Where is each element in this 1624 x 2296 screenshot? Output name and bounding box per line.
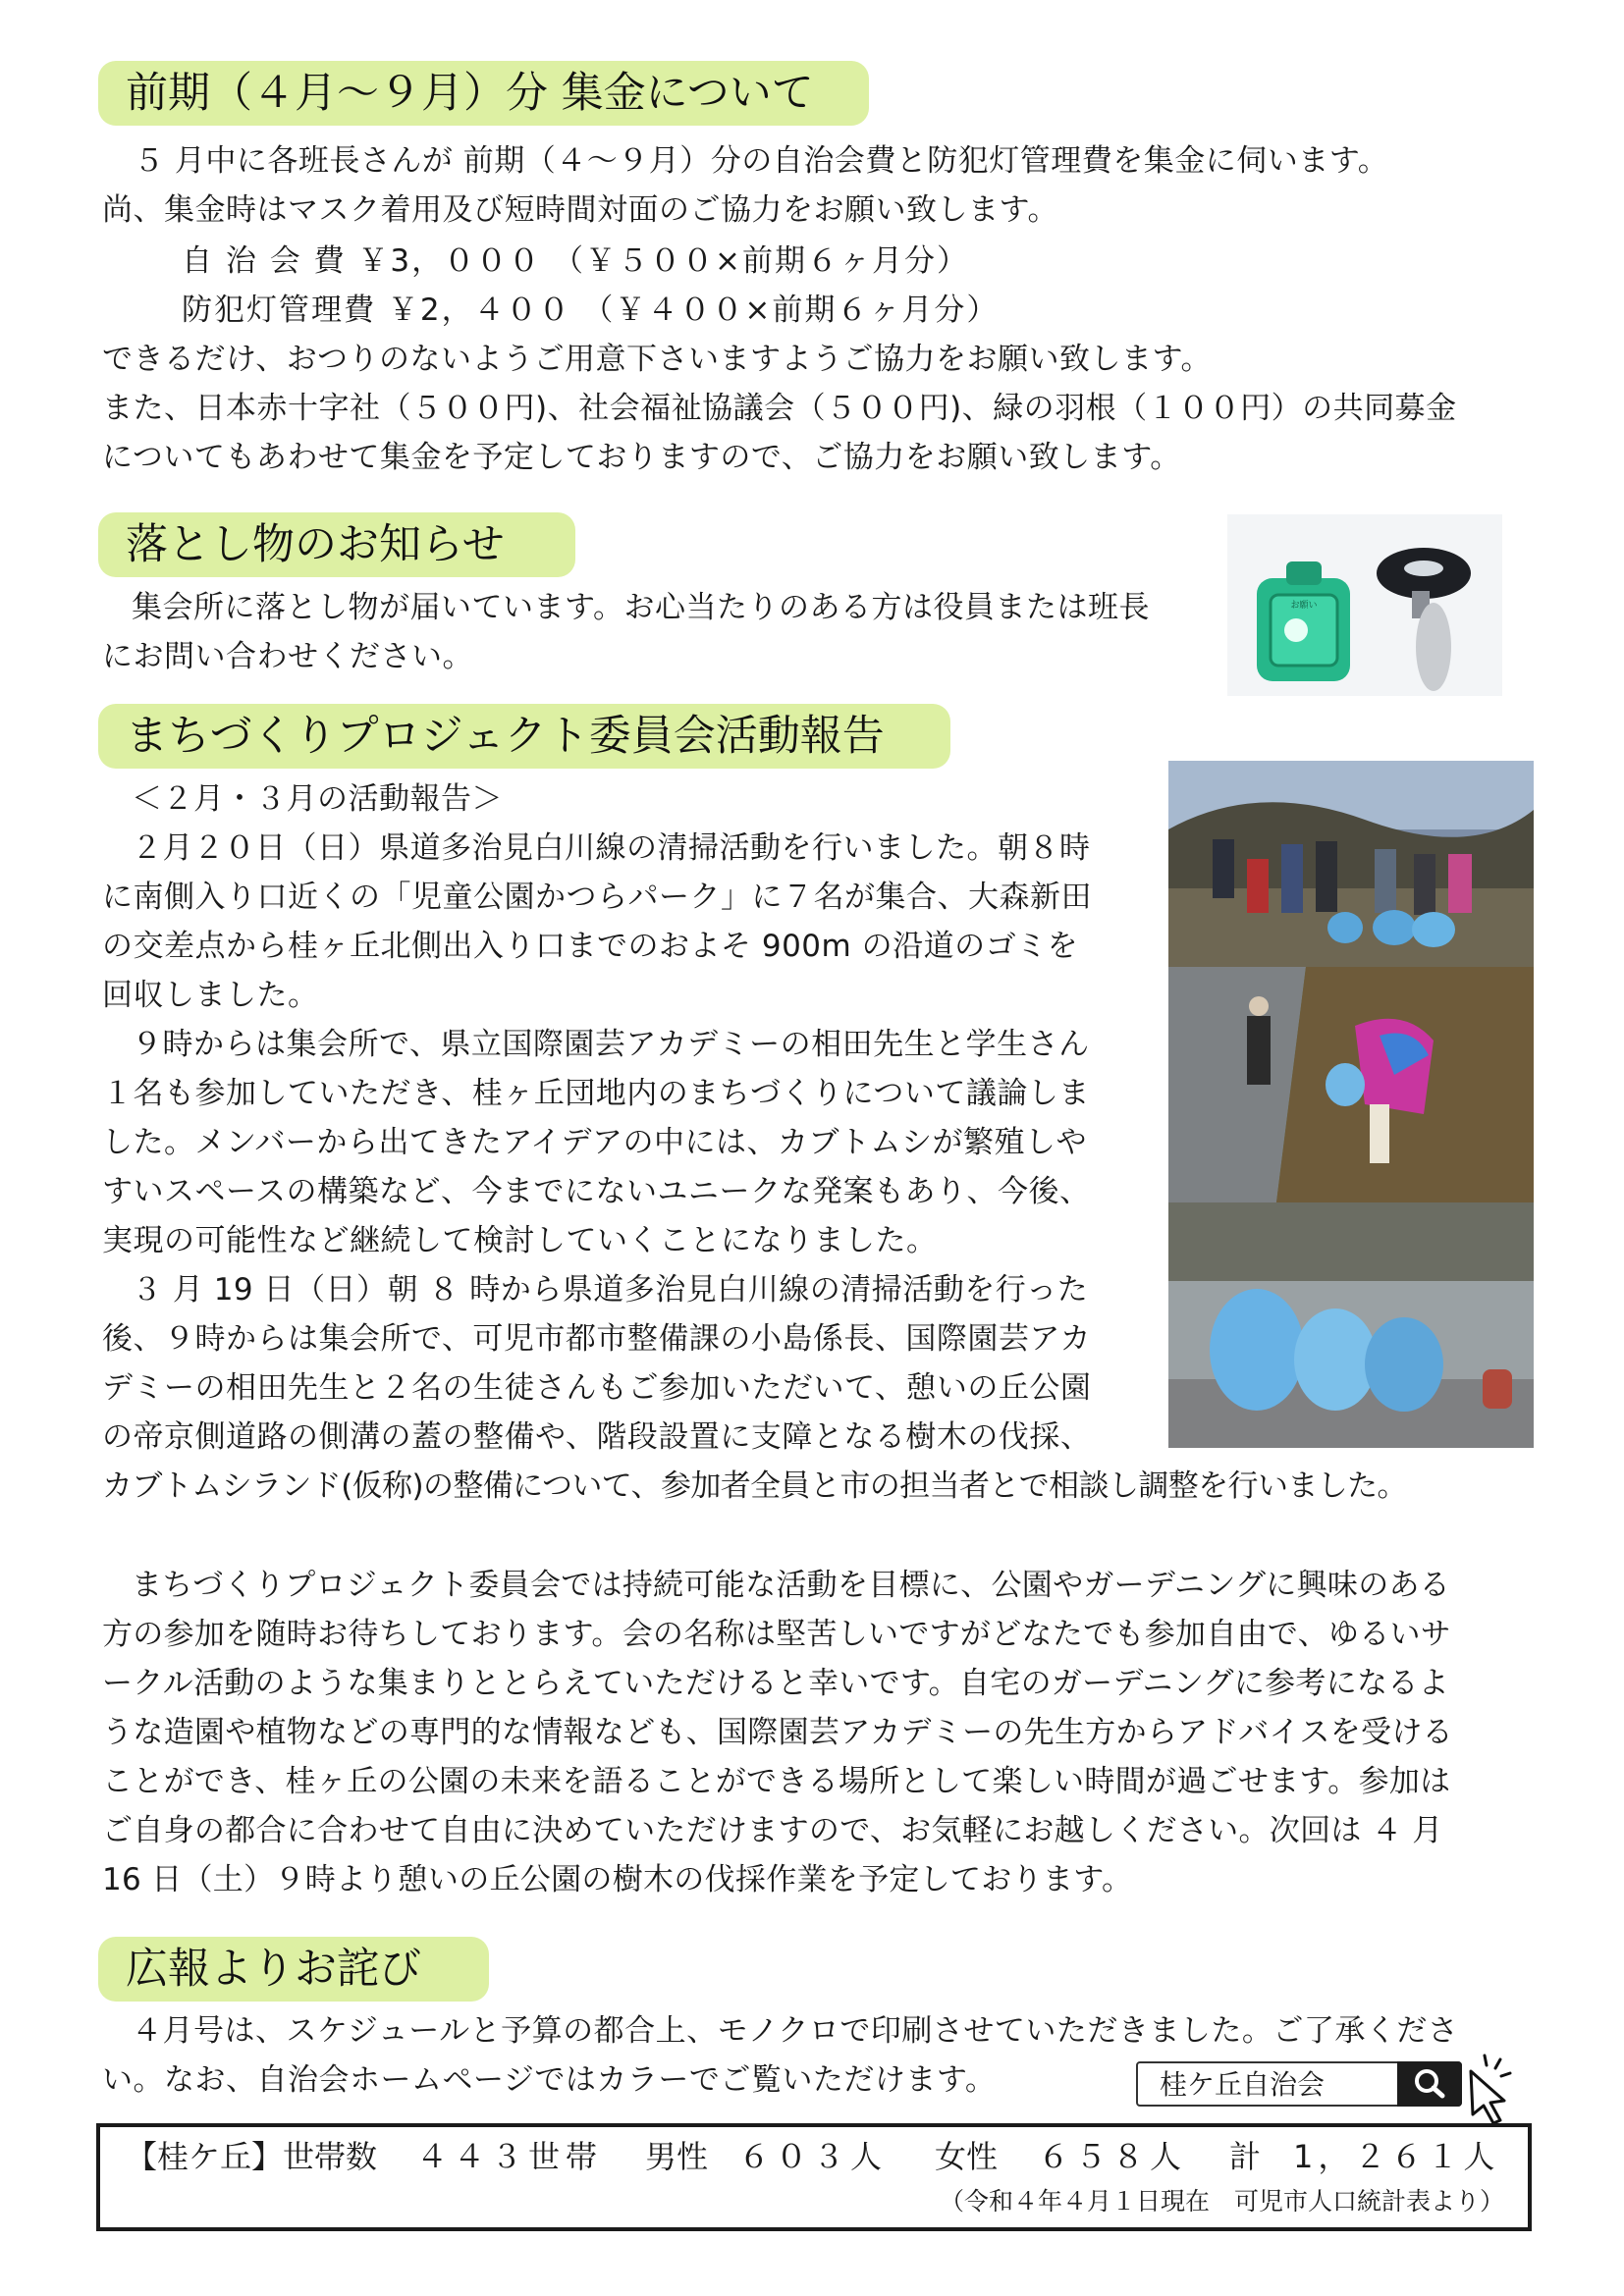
search-box[interactable] — [1136, 2061, 1462, 2107]
section-heading-town-project: まちづくりプロジェクト委員会活動報告 — [98, 704, 950, 769]
fee-self-gov: 自 治 会 費 ￥3，０００ （￥５００×前期６ヶ月分） — [182, 243, 969, 279]
tag-label: お願い — [1290, 601, 1318, 611]
lost-item-line: にお問い合わせください。 — [102, 639, 473, 674]
activity-line: ９時からは集会所で、県立国際園芸アカデミーの相田先生と学生さん — [132, 1027, 1090, 1062]
cursor-click-icon — [1463, 2050, 1532, 2128]
activity-line: の交差点から桂ヶ丘北側出入り口までのおよそ 900m の沿道のゴミを — [102, 929, 1079, 964]
population-label: 【桂ケ丘】世帯数 — [126, 2138, 378, 2175]
apology-line: ４月号は、スケジュールと予算の都合上、モノクロで印刷させていただきました。ご了承くださ — [132, 2013, 1459, 2049]
invitation-line: まちづくりプロジェクト委員会では持続可能な活動を目標に、公園やガーデニングに興味のある — [132, 1568, 1451, 1603]
project-invitation — [102, 1561, 1453, 1904]
total-value: 1，２６１人 — [1293, 2138, 1500, 2175]
invitation-line: 方の参加を随時お待ちしております。会の名称は堅苦しいですがどなたでも参加自由で、ゆるいサ — [102, 1617, 1452, 1652]
collection-line: できるだけ、おつりのないようご用意下さいますようご協力をお願い致します。 — [102, 342, 1212, 377]
activity-line: ３ 月 19 日（日）朝 ８ 時から県道多治見白川線の清掃活動を行った — [132, 1272, 1089, 1308]
activity-line: の帝京側道路の側溝の蓋の整備や、階段設置に支障となる樹木の伐採、 — [102, 1419, 1092, 1455]
activity-line: 実現の可能性など継続して検討していくことになりました。 — [102, 1223, 938, 1258]
section-heading-apology: 広報よりお詫び — [98, 1937, 489, 2002]
activity-line: 後、９時からは集会所で、可児市都市整備課の小島係長、国際園芸アカ — [102, 1321, 1092, 1357]
search-text: 桂ケ丘自治会 — [1160, 2068, 1326, 2101]
section-heading-lost-item: 落とし物のお知らせ — [98, 512, 575, 577]
female-value: ６５８人 — [1038, 2138, 1188, 2175]
activity-line: デミーの相田先生と２名の生徒さんもご参加いただいて、憩いの丘公園 — [102, 1370, 1092, 1406]
activity-line: １名も参加していただき、桂ヶ丘団地内のまちづくりについて議論しま — [102, 1076, 1090, 1111]
total-label: 計 — [1229, 2138, 1262, 2175]
fee-streetlight: 防犯灯管理費 ￥2，４００ （￥４００×前期６ヶ月分） — [182, 293, 1000, 328]
invitation-line: ークル活動のような集まりととらえていただけると幸いです。自宅のガーデニングに参考になるよ — [102, 1666, 1449, 1701]
female-label: 女性 — [935, 2138, 999, 2175]
invitation-line: ご自身の都合に合わせて自由に決めていただけますので、お気軽にお越しください。次回は ４ 月 — [102, 1813, 1443, 1848]
households-value: ４４３世帯 — [416, 2138, 604, 2175]
lost-items-photo — [1227, 514, 1502, 696]
collection-line: また、日本赤十字社（５００円)、社会福祉協議会（５００円)、緑の羽根（１００円）の共同募金 — [102, 391, 1457, 426]
activity-line: すいスペースの構築など、今までにないユニークな発案もあり、今後、 — [102, 1174, 1091, 1209]
cleanup-road-photo — [1168, 967, 1534, 1202]
apology-line: い。なお、自治会ホームページではカラーでご覧いただけます。 — [102, 2062, 997, 2098]
activity-line: カブトムシランド(仮称)の整備について、参加者全員と市の担当者とで相談し調整を行いました。 — [102, 1468, 1407, 1504]
male-value: ６０３人 — [738, 2138, 889, 2175]
invitation-line: うな造園や植物などの専門的な情報なども、国際園芸アカデミーの先生方からアドバイスを受ける — [102, 1715, 1453, 1750]
lost-item-line: 集会所に落とし物が届いています。お心当たりのある方は役員または班長 — [132, 590, 1151, 625]
section-heading-collection: 前期（４月～９月）分 集金について — [98, 61, 869, 126]
search-icon — [1397, 2061, 1462, 2107]
activity-line: に南側入り口近くの「児童公園かつらパーク」に７名が集合、大森新田 — [102, 880, 1092, 915]
activity-line: した。メンバーから出てきたアイデアの中には、カブトムシが繁殖しや — [102, 1125, 1088, 1160]
collection-line: 尚、集金時はマスク着用及び短時間対面のご協力をお願い致します。 — [102, 192, 1059, 228]
male-label: 男性 — [645, 2138, 709, 2175]
collection-line: ５ 月中に各班長さんが 前期（４～９月）分の自治会費と防犯灯管理費を集金に伺います。 — [134, 143, 1389, 179]
population-note: （令和４年４月１日現在 可児市人口統計表より） — [939, 2187, 1504, 2216]
search-button[interactable] — [1397, 2061, 1462, 2107]
garbage-bags-photo — [1168, 1202, 1534, 1448]
collection-line: についてもあわせて集金を予定しておりますので、ご協力をお願い致します。 — [102, 440, 1181, 475]
invitation-line: 16 日（土）９時より憩いの丘公園の樹木の伐採作業を予定しております。 — [102, 1862, 1133, 1897]
activity-line: ＜２月・３月の活動報告＞ — [132, 781, 503, 817]
cleanup-group-photo — [1168, 761, 1534, 967]
activity-line: 回収しました。 — [102, 978, 319, 1013]
invitation-line: ことができ、桂ヶ丘の公園の未来を語ることができる場所として楽しい時間が過ごせます。参加は — [102, 1764, 1451, 1799]
activity-line: ２月２０日（日）県道多治見白川線の清掃活動を行いました。朝８時 — [132, 830, 1091, 866]
population-box — [96, 2123, 1532, 2231]
